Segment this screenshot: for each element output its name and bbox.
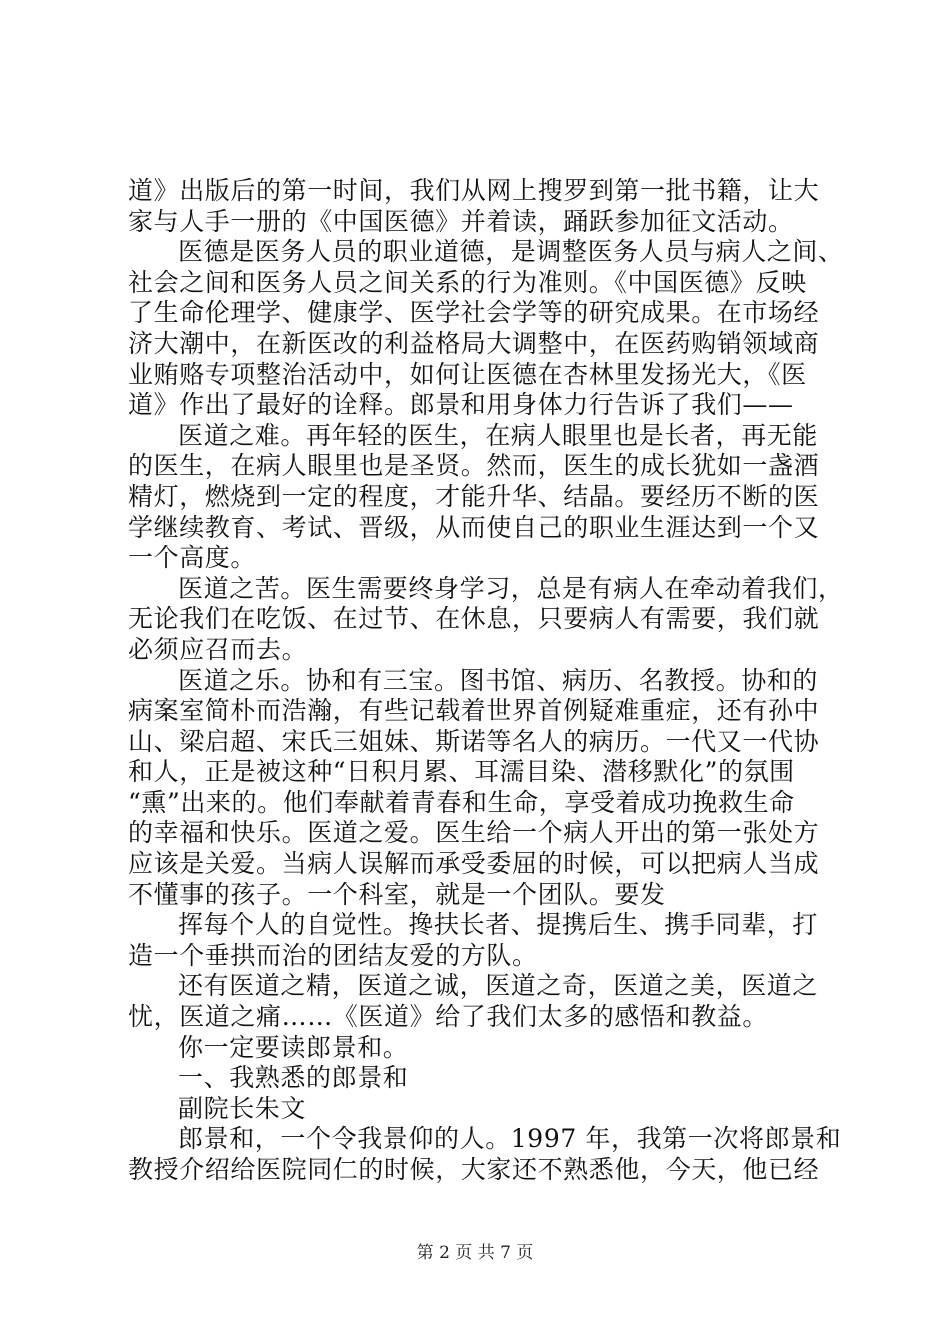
text-line: 一个高度。: [128, 543, 257, 573]
text-line: 医道之乐。协和有三宝。图书馆、病历、名教授。协和的: [178, 665, 819, 695]
text-line: 医道之难。再年轻的医生，在病人眼里也是长者，再无能: [178, 420, 819, 450]
text-line: 道》作出了最好的诠释。郎景和用身体力行告诉了我们——: [128, 390, 794, 420]
text-line: 不懂事的孩子。一个科室，就是一个团队。要发: [128, 879, 666, 909]
text-line: 的幸福和快乐。医道之爱。医生给一个病人开出的第一张处方: [128, 818, 820, 848]
text-line: 郎景和，一个令我景仰的人。1997 年，我第一次将郎景和: [178, 1124, 842, 1154]
text-line: 学继续教育、考试、晋级，从而使自己的职业生涯达到一个又: [128, 512, 820, 542]
text-line: 忧，医道之痛……《医道》给了我们太多的感悟和教益。: [128, 1002, 769, 1032]
text-line: 还有医道之精，医道之诚，医道之奇，医道之美，医道之: [178, 971, 819, 1001]
text-line: 应该是关爱。当病人误解而承受委屈的时候，可以把病人当成: [128, 849, 820, 879]
text-line: 教授介绍给医院同仁的时候，大家还不熟悉他，今天，他已经: [128, 1155, 820, 1184]
text-line: 和人，正是被这种“日积月累、耳濡目染、潜移默化”的氛围: [128, 757, 795, 787]
text-line: 业贿赂专项整治活动中，如何让医德在杏林里发扬光大，《医: [128, 359, 807, 389]
text-line: 副院长朱文: [178, 1093, 307, 1123]
text-line: 道》出版后的第一时间，我们从网上搜罗到第一批书籍，让大: [128, 176, 820, 205]
text-line: 家与人手一册的《中国医德》并着读，踊跃参加征文活动。: [128, 206, 794, 236]
document-body: [128, 176, 844, 1186]
text-line: 的医生，在病人眼里也是圣贤。然而，医生的成长犹如一盏酒: [128, 451, 820, 481]
text-line: 济大潮中，在新医改的利益格局大调整中，在医药购销领域商: [128, 328, 820, 358]
page-footer: 第 2 页 共 7 页: [416, 1243, 534, 1263]
text-line: 无论我们在吃饭、在过节、在休息，只要病人有需要，我们就: [128, 604, 820, 634]
text-line: 山、梁启超、宋氏三姐妹、斯诺等名人的病历。一代又一代协: [128, 726, 820, 756]
text-line: 社会之间和医务人员之间关系的行为准则。《中国医德》反映: [128, 267, 807, 297]
text-line: 你一定要读郎景和。: [178, 1032, 409, 1062]
text-line: “熏”出来的。他们奉献着青春和生命，享受着成功挽救生命: [128, 787, 795, 817]
text-line: 造一个垂拱而治的团结友爱的方队。: [128, 940, 538, 970]
text-line: 挥每个人的自觉性。搀扶长者、提携后生、携手同辈，打: [178, 910, 819, 940]
text-line: 精灯，燃烧到一定的程度，才能升华、结晶。要经历不断的医: [128, 481, 820, 511]
text-line: 必须应召而去。: [128, 634, 308, 664]
text-line: 病案室简朴而浩瀚，有些记载着世界首例疑难重症，还有孙中: [128, 696, 820, 726]
text-line: 医德是医务人员的职业道德，是调整医务人员与病人之间、: [178, 237, 844, 267]
text-line: 医道之苦。医生需要终身学习，总是有病人在牵动着我们，: [178, 573, 844, 603]
text-line: 一、我熟悉的郎景和: [178, 1063, 409, 1093]
text-line: 了生命伦理学、健康学、医学社会学等的研究成果。在市场经: [128, 298, 820, 328]
